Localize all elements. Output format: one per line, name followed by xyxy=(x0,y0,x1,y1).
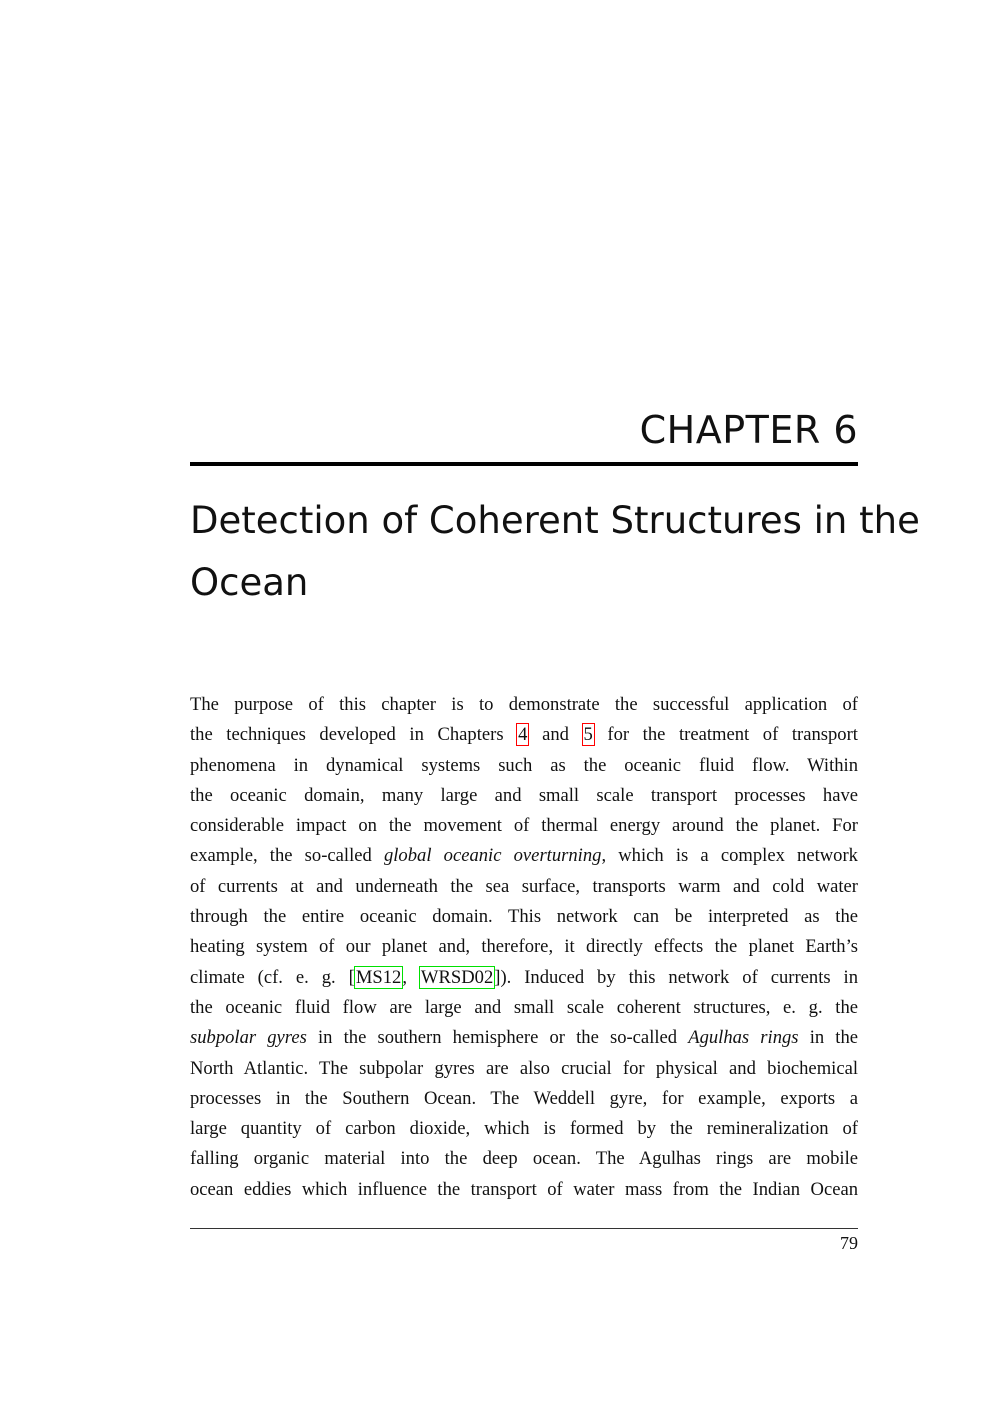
body-line xyxy=(190,963,858,993)
chapter-rule xyxy=(190,462,858,466)
body-line xyxy=(190,1175,858,1205)
emphasis-global-oceanic-overturning: global oceanic overturning xyxy=(383,845,602,867)
footer-rule xyxy=(190,1228,858,1229)
emphasis-subpolar-gyres: subpolar gyres xyxy=(190,1027,307,1049)
chapter-title-line-2: Ocean xyxy=(190,561,309,604)
body-line xyxy=(190,751,858,781)
chapter-5-link[interactable]: 5 xyxy=(583,724,593,746)
body-line xyxy=(190,1144,858,1174)
body-line xyxy=(190,993,858,1023)
chapter-label: CHAPTER 6 xyxy=(639,408,858,452)
text-run: processes in the Southern Ocean. The Weddell gyre, for example, exports a xyxy=(190,1087,858,1109)
text-run: the techniques developed in Chapters xyxy=(190,724,504,746)
body-line xyxy=(190,811,858,841)
page-number: 79 xyxy=(840,1233,858,1253)
text-run: climate (cf. e. g. [ xyxy=(190,966,355,988)
citation-wrsd02-link[interactable]: WRSD02 xyxy=(420,966,494,988)
citation-ms12-link[interactable]: MS12 xyxy=(355,966,402,988)
text-run: ]). Induced by this network of currents in xyxy=(494,966,859,988)
body-line xyxy=(190,1084,858,1114)
text-run: for the treatment of transport xyxy=(607,724,858,746)
text-run: and xyxy=(542,724,569,746)
text-run: phenomena in dynamical systems such as the oceanic fluid flow. Within xyxy=(190,754,858,776)
text-run: in the xyxy=(809,1027,859,1049)
text-run: , xyxy=(402,966,420,988)
body-line xyxy=(190,872,858,902)
chapter-4-link[interactable]: 4 xyxy=(518,724,528,746)
body-line xyxy=(190,1114,858,1144)
body-line xyxy=(190,841,858,871)
body-line xyxy=(190,932,858,962)
text-run: example, the so-called xyxy=(190,845,372,867)
body-line xyxy=(190,902,858,932)
body-paragraph xyxy=(190,690,858,1205)
body-line xyxy=(190,720,858,750)
text-run: the oceanic domain, many large and small scale transport processes have xyxy=(190,784,858,806)
text-run: ocean eddies which influence the transport of water mass from the Indian Ocean xyxy=(190,1178,858,1200)
text-run: the oceanic fluid flow are large and small scale coherent structures, e. g. the xyxy=(190,996,858,1018)
text-run: through the entire oceanic domain. This network can be interpreted as the xyxy=(190,906,858,928)
text-run: North Atlantic. The subpolar gyres are also crucial for physical and biochemical xyxy=(190,1057,858,1079)
chapter-title xyxy=(190,490,920,614)
text-run: in the southern hemisphere or the so-called xyxy=(318,1027,678,1049)
text-run: , which is a complex network xyxy=(601,845,858,867)
body-line xyxy=(190,1023,858,1053)
body-line xyxy=(190,1054,858,1084)
text-run: large quantity of carbon dioxide, which is formed by the remineralization of xyxy=(190,1118,858,1140)
body-line xyxy=(190,781,858,811)
chapter-title-line-1: Detection of Coherent Structures in the xyxy=(190,499,920,542)
emphasis-agulhas-rings: Agulhas rings xyxy=(688,1027,799,1049)
text-run: The purpose of this chapter is to demonstrate the successful application of xyxy=(190,694,858,715)
text-run: of currents at and underneath the sea surface, transports warm and cold water xyxy=(190,875,858,897)
text-run: heating system of our planet and, therefore, it directly effects the planet Earth’s xyxy=(190,936,858,958)
body-line xyxy=(190,690,858,720)
text-run: falling organic material into the deep ocean. The Agulhas rings are mobile xyxy=(190,1148,858,1170)
text-run: considerable impact on the movement of thermal energy around the planet. For xyxy=(190,815,858,837)
